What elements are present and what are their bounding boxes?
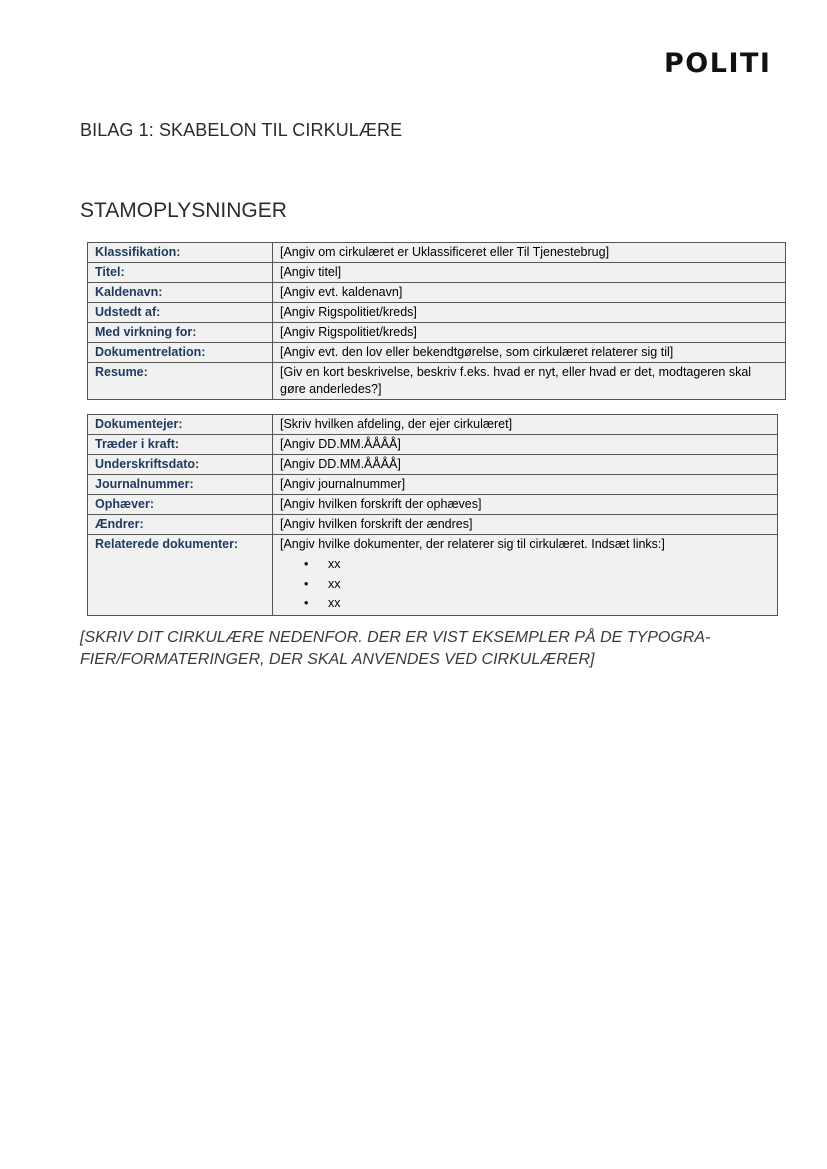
row-value[interactable]: [Angiv evt. kaldenavn] xyxy=(273,283,786,303)
table-row xyxy=(88,363,786,400)
row-label: Klassifikation: xyxy=(88,243,273,263)
list-item[interactable]: • xx xyxy=(280,555,770,575)
section-heading-stamoplysninger: STAMOPLYSNINGER xyxy=(80,199,287,222)
table-row xyxy=(88,283,786,303)
table-row-related-documents xyxy=(88,535,778,616)
row-label: Kaldenavn: xyxy=(88,283,273,303)
list-item[interactable]: • xx xyxy=(280,594,770,614)
row-label: Journalnummer: xyxy=(88,475,273,495)
table-row xyxy=(88,243,786,263)
table-row xyxy=(88,263,786,283)
row-value[interactable]: [Angiv hvilken forskrift der ændres] xyxy=(273,515,778,535)
document-title: BILAG 1: SKABELON TIL CIRKULÆRE xyxy=(80,120,403,140)
row-value[interactable]: [Angiv titel] xyxy=(273,263,786,283)
row-value[interactable] xyxy=(273,535,778,616)
row-label: Ophæver: xyxy=(88,495,273,515)
metadata-table-primary xyxy=(87,242,786,400)
row-value[interactable]: [Angiv evt. den lov eller bekendtgørelse, som cirkulæret relaterer sig til] xyxy=(273,343,786,363)
table-row xyxy=(88,435,778,455)
row-label: Dokumentrelation: xyxy=(88,343,273,363)
row-label: Resume: xyxy=(88,363,273,400)
politi-logo: POLITI xyxy=(664,48,772,79)
table-row xyxy=(88,343,786,363)
list-item[interactable]: • xx xyxy=(280,575,770,595)
row-value[interactable]: [Angiv journalnummer] xyxy=(273,475,778,495)
related-documents-list xyxy=(280,555,770,614)
row-value[interactable]: [Angiv Rigspolitiet/kreds] xyxy=(273,323,786,343)
row-label: Med virkning for: xyxy=(88,323,273,343)
table-row xyxy=(88,323,786,343)
row-value[interactable]: [Angiv hvilken forskrift der ophæves] xyxy=(273,495,778,515)
table-row xyxy=(88,415,778,435)
table-row xyxy=(88,455,778,475)
table-row xyxy=(88,475,778,495)
row-label: Relaterede dokumenter: xyxy=(88,535,273,616)
row-value[interactable]: [Skriv hvilken afdeling, der ejer cirkulæret] xyxy=(273,415,778,435)
instruction-text: [SKRIV DIT CIRKULÆRE NEDENFOR. DER ER VIST EKSEMPLER PÅ DE TYPOGRA-FIER/FORMATERINGER, DER SKAL ANVENDES VED CIRKULÆRER] xyxy=(80,629,711,668)
table-row xyxy=(88,515,778,535)
table-row xyxy=(88,495,778,515)
row-label: Træder i kraft: xyxy=(88,435,273,455)
table-row xyxy=(88,303,786,323)
row-label: Dokumentejer: xyxy=(88,415,273,435)
row-value[interactable]: [Giv en kort beskrivelse, beskriv f.eks. hvad er nyt, eller hvad er det, modtageren skal gøre anderledes?] xyxy=(273,363,786,400)
row-label: Udstedt af: xyxy=(88,303,273,323)
row-value[interactable]: [Angiv Rigspolitiet/kreds] xyxy=(273,303,786,323)
row-value[interactable]: [Angiv om cirkulæret er Uklassificeret eller Til Tjenestebrug] xyxy=(273,243,786,263)
row-label: Titel: xyxy=(88,263,273,283)
row-label: Underskriftsdato: xyxy=(88,455,273,475)
related-documents-text: [Angiv hvilke dokumenter, der relaterer sig til cirkulæret. Indsæt links:] xyxy=(280,537,665,551)
metadata-table-secondary xyxy=(87,414,778,616)
row-value[interactable]: [Angiv DD.MM.ÅÅÅÅ] xyxy=(273,435,778,455)
row-value[interactable]: [Angiv DD.MM.ÅÅÅÅ] xyxy=(273,455,778,475)
row-label: Ændrer: xyxy=(88,515,273,535)
